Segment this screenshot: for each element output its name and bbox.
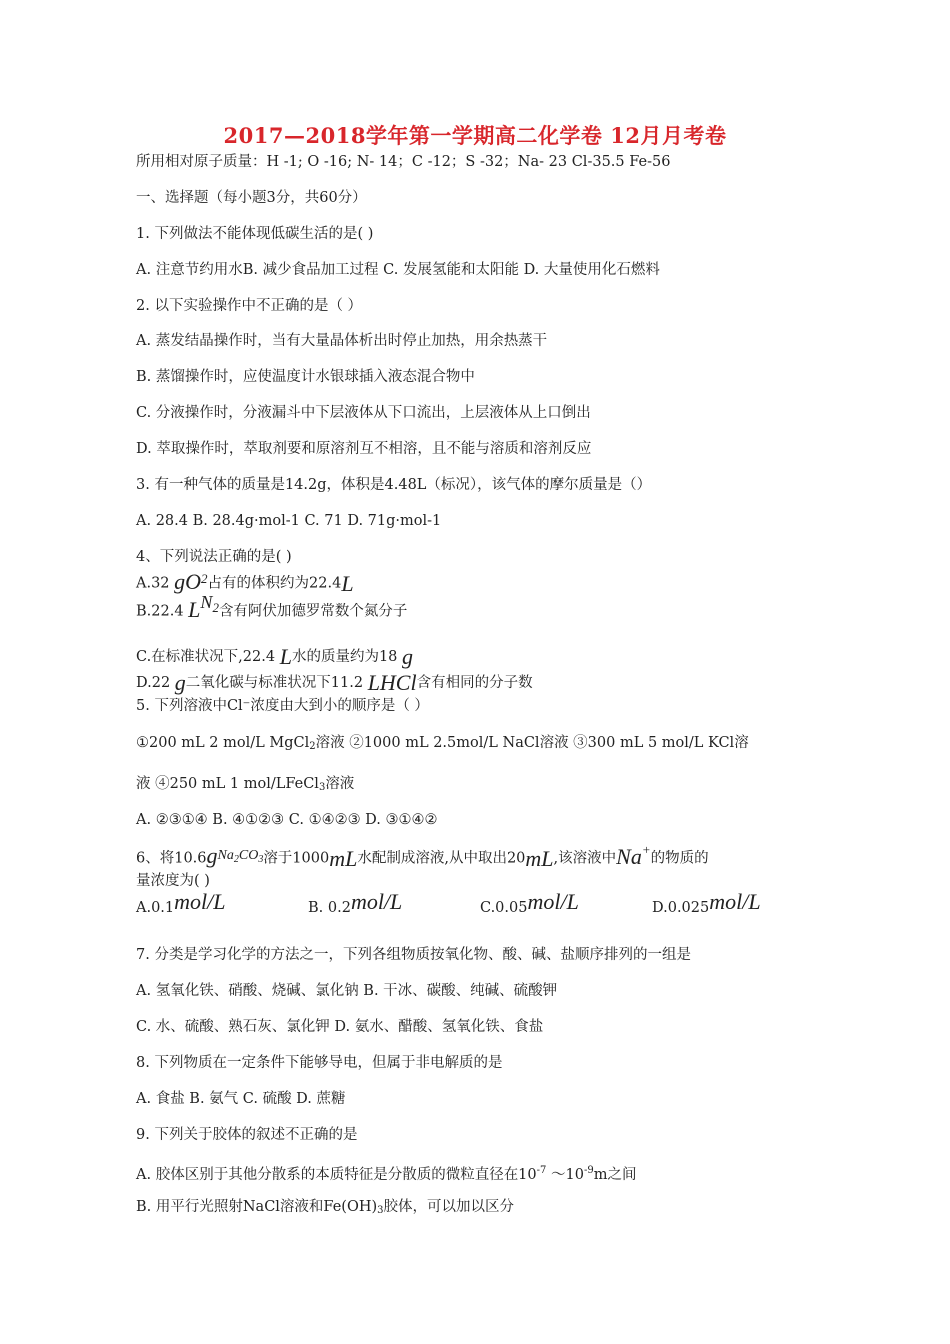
q1-options: A. 注意节约用水B. 减少食品加工过程 C. 发展氢能和太阳能 D. 大量使用化石燃料 xyxy=(136,262,660,278)
q5-options: A. ②③①④ B. ④①②③ C. ①④②③ D. ③①④② xyxy=(136,812,438,828)
q3-stem: 3. 有一种气体的质量是14.2g，体积是4.48L（标况），该气体的摩尔质量是（） xyxy=(136,477,652,493)
q4-option-d xyxy=(136,670,533,695)
formula-ml: mL xyxy=(525,845,554,871)
q4-option-c xyxy=(136,644,414,669)
formula-g: g xyxy=(402,644,414,669)
q4-d-text: 含有相同的分子数 xyxy=(416,675,533,691)
formula-ln2: $L^{N2}$ xyxy=(188,592,219,622)
q2-stem: 2. 以下实验操作中不正确的是（ ） xyxy=(136,298,363,314)
q4-b-text: B.22.4 xyxy=(136,603,189,620)
q3-options: A. 28.4 B. 28.4g·mol-1 C. 71 D. 71g·mol-1 xyxy=(136,513,442,529)
q9-stem: 9. 下列关于胶体的叙述不正确的是 xyxy=(136,1127,358,1143)
q9-option-a: A. 胶体区别于其他分散系的本质特征是分散质的微粒直径在$10^{-7}$ $\sim 10^{-9}m$之间 xyxy=(136,1165,637,1183)
q2-option-b: B. 蒸馏操作时，应使温度计水银球插入液态混合物中 xyxy=(136,369,475,385)
q6-option-d: D.0.025mol/L xyxy=(652,889,761,916)
q4-option-b xyxy=(136,592,408,623)
q4-option-a xyxy=(136,569,354,596)
formula-lhcl: LHCl xyxy=(367,670,417,695)
q2-option-c: C. 分液操作时，分液漏斗中下层液体从下口流出，上层液体从上口倒出 xyxy=(136,405,591,421)
q6-option-b: B. 0.2mol/L xyxy=(308,889,403,916)
q4-c-text: C.在标准状况下,22.4 xyxy=(136,649,280,665)
q4-d-text: 二氧化碳与标准状况下11.2 xyxy=(185,675,368,691)
q8-options: A. 食盐 B. 氨气 C. 硫酸 D. 蔗糖 xyxy=(136,1091,346,1107)
formula-na2co3: gNa2CO3 xyxy=(206,843,264,868)
formula-g: g xyxy=(174,670,186,695)
q2-option-d: D. 萃取操作时，萃取剂要和原溶剂互不相溶，且不能与溶质和溶剂反应 xyxy=(136,441,592,457)
q4-a-text: 占有的体积约为22.4 xyxy=(207,575,342,592)
formula-na-plus: Na+ xyxy=(616,842,651,869)
q9-option-b: B. 用平行光照射NaCl溶液和$Fe(OH)_3$胶体，可以加以区分 xyxy=(136,1199,515,1216)
formula-ml: mL xyxy=(329,845,358,871)
q4-stem: 4、下列说法正确的是( ) xyxy=(136,549,292,565)
q6-stem: 6、将10.6gNa2CO3溶于1000mL水配制成溶液,从中取出20mL,该溶液中Na+的物质的 xyxy=(136,842,709,871)
atomic-mass-note: 所用相对原子质量：H -1; O -16; N- 14；C -12；S -32；Na- 23 Cl-35.5 Fe-56 xyxy=(136,154,671,170)
q7-options-cd: C. 水、硫酸、熟石灰、氯化钾 D. 氨水、醋酸、氢氧化铁、食盐 xyxy=(136,1019,544,1035)
formula-g: $gO^2$ xyxy=(174,569,208,594)
q6-line2: 量浓度为( ) xyxy=(136,873,210,889)
q6-option-a: A.0.1mol/L xyxy=(136,889,226,916)
section-heading: 一、选择题（每小题3分，共60分） xyxy=(136,190,367,206)
q4-c-text: 水的质量约为18 xyxy=(291,649,403,665)
q5-stem: 5. 下列溶液中Cl⁻浓度由大到小的顺序是（ ） xyxy=(136,698,429,714)
q4-d-text: D.22 xyxy=(136,675,175,691)
formula-l: L xyxy=(341,570,354,596)
q5-line1: ①200 mL 2 mol/L MgCl$_2$溶液 ②1000 mL 2.5mol/L NaCl溶液 ③300 mL 5 mol/L KCl溶 xyxy=(136,735,749,752)
q2-option-a: A. 蒸发结晶操作时，当有大量晶体析出时停止加热，用余热蒸干 xyxy=(136,333,548,349)
q7-options-ab: A. 氢氧化铁、硝酸、烧碱、氯化钠 B. 干冰、碳酸、纯碱、硫酸钾 xyxy=(136,983,558,999)
formula-l: L xyxy=(279,644,292,669)
q4-b-text: 含有阿伏加德罗常数个氮分子 xyxy=(218,603,408,620)
q5-line2: 液 ④250 mL 1 mol/LFeCl$_3$溶液 xyxy=(136,776,355,793)
q1-stem: 1. 下列做法不能体现低碳生活的是( ) xyxy=(136,226,374,242)
exam-title: 2017—2018学年第一学期高二化学卷 12月月考卷 xyxy=(223,123,727,148)
q4-a-text: A.32 xyxy=(136,575,175,592)
q7-stem: 7. 分类是学习化学的方法之一，下列各组物质按氧化物、酸、碱、盐顺序排列的一组是 xyxy=(136,947,691,963)
q6-option-c: C.0.05mol/L xyxy=(480,889,579,916)
q8-stem: 8. 下列物质在一定条件下能够导电，但属于非电解质的是 xyxy=(136,1055,503,1071)
